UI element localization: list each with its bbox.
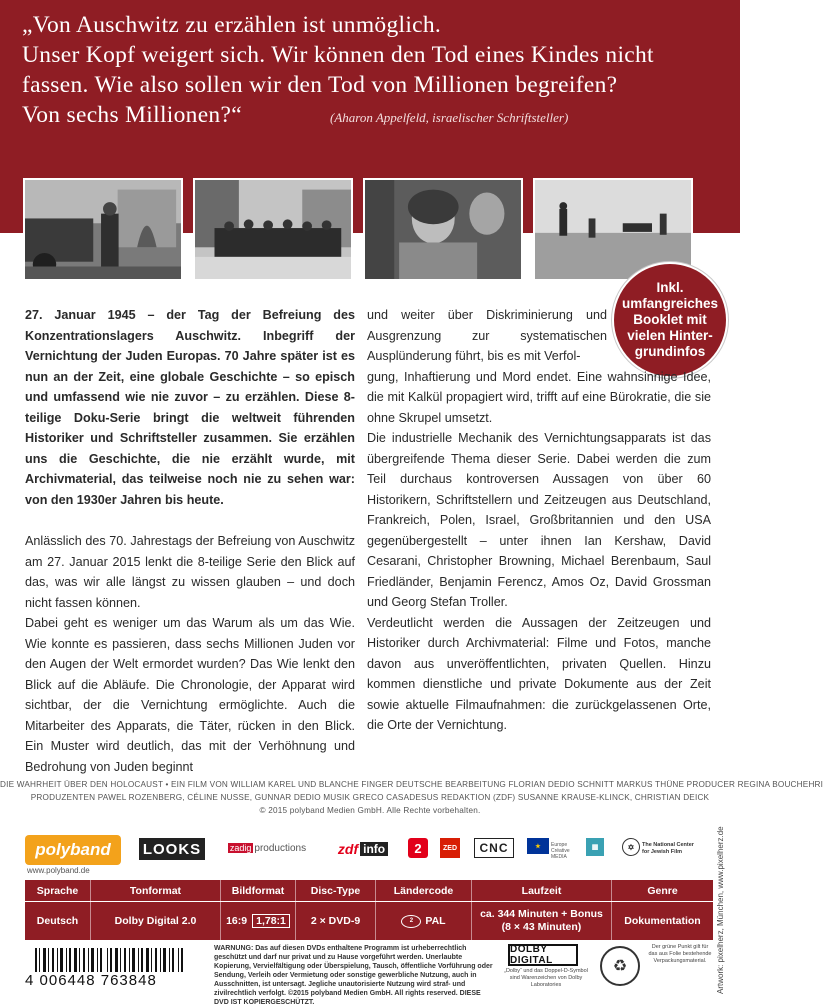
spec-header: Ländercode bbox=[376, 880, 472, 901]
photo-women bbox=[363, 178, 523, 281]
spec-header: Sprache bbox=[25, 880, 91, 901]
intro-paragraph: 27. Januar 1945 – der Tag der Befreiung des Konzentrationslagers Auschwitz. Inbegriff der Vernichtung der Juden Europas. 70 Jahre später ist es nun an der Zeit, eine globale Geschichte – so episch und umfassend wie nie zuvor – zu erzählen. Diese 8-teilige Doku-Serie bringt die weltweit führenden Historiker und Schriftsteller zusammen. Sie erzählen uns die Geschichte, die nie erzählt wurde, mit Archivmaterial, das teilweise noch nie zu sehen war: von den 1930er Jahren bis heute. bbox=[25, 308, 355, 507]
spec-language: Deutsch bbox=[25, 902, 91, 940]
booklet-line: Booklet mit bbox=[633, 312, 707, 327]
quote-line: Unser Kopf weigert sich. Wir können den Tod eines Kindes nicht bbox=[22, 42, 654, 68]
booklet-line: umfangreiches bbox=[621, 296, 719, 311]
body-paragraph: und weiter über Diskriminierung und Ausgrenzung zur systematischen Ausplünderung führt, bis es mit Verfol- bbox=[367, 308, 607, 363]
cnc-logo bbox=[474, 838, 514, 858]
spec-picture-format bbox=[221, 902, 296, 940]
quote-line: fassen. Wie also sollen wir den Tod von Millionen begreifen? bbox=[22, 72, 618, 98]
photo-crowd-street bbox=[193, 178, 353, 281]
polyband-logo-text: polyband bbox=[35, 840, 111, 859]
zed-logo-text: ZED bbox=[443, 844, 457, 852]
booklet-line: Inkl. bbox=[656, 280, 684, 295]
eu-media-label: Europe Créative MEDIA bbox=[551, 842, 570, 860]
recycling-icon: ♻ bbox=[600, 946, 640, 986]
gruener-punkt-text: Der grüne Punkt gilt für das aus Folie bestehende Verpackungsmaterial. bbox=[648, 944, 712, 964]
credits-copyright: © 2015 polyband Medien GmbH. Alle Rechte vorbehalten. bbox=[259, 806, 481, 815]
barcode-number: 4 006448 763848 bbox=[25, 972, 205, 989]
zadig-logo-mark: zadig bbox=[229, 843, 252, 853]
body-paragraph: Dabei geht es weniger um das Warum als um das Wie. Wie konnte es passieren, dass sechs Millionen Juden vor den Augen der Welt ermordet wurden? Das Wie lenkt den Blick auf die Abläufe. Die Chronologie, der Apparat wird sichtbar, der die Vernichtung ermöglichte. Auch die Mitarbeiter des Apparats, die Täter, rücken in den Blick. Ein Muster wird deutlich, das mit der Verhöhnung und Bedrohung von Juden beginnt bbox=[25, 616, 355, 774]
zed-logo bbox=[440, 838, 460, 858]
booklet-line: vielen Hinter- bbox=[627, 328, 713, 343]
ncjf-logo-icon: ✡ bbox=[622, 838, 640, 856]
dolby-digital-logo: DOLBY DIGITAL bbox=[508, 944, 578, 966]
polyband-logo bbox=[25, 835, 121, 865]
dolby-note: „Dolby“ und das Doppel-D-Symbol sind Warenzeichen von Dolby Laboratories bbox=[504, 968, 588, 988]
spec-genre: Dokumentation bbox=[624, 915, 701, 927]
film-credits bbox=[0, 778, 823, 817]
copyright-warning: WARNUNG: Das auf diesen DVDs enthaltene Programm ist urheberrechtlich geschützt und darf nur privat und zu Hause vorgeführt werden. Unerlaubte Kopierung, Vervielfältigung oder Überspielung, Tausch, öffentliche Vorführung oder Sendung, Verleih oder Vermietung oder sonstige gewerbliche Nutzung, auch in Ausschnitten, ist untersagt. Jegliche unautorisierte Nutzung wird straf- und zivilrechtlich verfolgt. ©2015 polyband Medien GmbH. All rights reserved. DIESE DVD IST KOPIERGESCHÜTZT. bbox=[214, 945, 493, 1006]
zdf-info-text: info bbox=[360, 842, 388, 856]
right-text-column bbox=[367, 305, 711, 736]
spec-region bbox=[376, 902, 472, 940]
region-disc-icon: 2 bbox=[401, 915, 421, 928]
quote-line: Von sechs Millionen?“ bbox=[22, 102, 242, 128]
credits-line: PRODUZENTEN PAWEL ROZENBERG, CÉLINE NUSSE, GUNNAR DEDIO MUSIK GRECO CASADESUS REDAKTION (ZDF) SUSANNE KRAUSE-KLINCK, CHRISTIAN DEICK bbox=[30, 793, 710, 802]
zdfinfo-logo bbox=[332, 838, 394, 860]
zadig-logo-text: productions bbox=[254, 842, 307, 854]
france2-logo bbox=[408, 838, 428, 858]
spec-runtime-line: ca. 344 Minuten + Bonus bbox=[480, 908, 603, 920]
spec-ratio: 1,78:1 bbox=[252, 914, 290, 928]
spec-header: Laufzeit bbox=[472, 880, 612, 901]
quote-author: (Aharon Appelfeld, israelischer Schriftsteller) bbox=[330, 110, 569, 125]
spec-runtime-line: (8 × 43 Minuten) bbox=[501, 921, 582, 933]
spec-runtime bbox=[472, 902, 612, 940]
booklet-line: grundinfos bbox=[634, 344, 706, 359]
body-paragraph: gung, Inhaftierung und Mord endet. Eine wahnsinnige Idee, die mit Kalkül propagiert wird, trifft auf eine Bürokratie, die sie ohne Skrupel umsetzt. bbox=[367, 369, 711, 425]
france2-logo-text: 2 bbox=[414, 840, 422, 856]
spec-table bbox=[25, 880, 713, 940]
quote-line: „Von Auschwitz zu erzählen ist unmöglich. bbox=[22, 12, 442, 38]
looks-logo bbox=[139, 838, 205, 860]
artwork-credit: Artwork: pixelherz, München, www.pixelherz.de bbox=[716, 826, 725, 994]
spec-header-row bbox=[25, 880, 713, 902]
spec-disc-type: 2 × DVD-9 bbox=[296, 902, 376, 940]
zadig-logo bbox=[222, 838, 312, 858]
spec-header: Disc-Type bbox=[296, 880, 376, 901]
spec-region-text: PAL bbox=[425, 915, 446, 927]
credits-line: DIE WAHRHEIT ÜBER DEN HOLOCAUST • EIN FILM VON WILLIAM KAREL UND BLANCHE FINGER DEUTSCHE BEARBEITUNG FLORIAN DEDIO SCHNITT MARKUS THÜNE PRODUCER REGINA BOUCHEHRI bbox=[0, 780, 823, 789]
spec-header: Bildformat bbox=[221, 880, 296, 901]
spec-header: Genre bbox=[647, 884, 678, 897]
ncjf-label: The National Center for Jewish Film bbox=[642, 842, 694, 855]
spec-value-row bbox=[25, 902, 713, 940]
spec-header: Tonformat bbox=[91, 880, 221, 901]
zdf-logo-text: zdf bbox=[337, 841, 359, 857]
partner-logo-icon: ▦ bbox=[586, 838, 604, 856]
photo-car-soldier bbox=[23, 178, 183, 281]
spec-audio-format: Dolby Digital 2.0 bbox=[91, 902, 221, 940]
body-paragraph: Anlässlich des 70. Jahrestags der Befreiung von Auschwitz am 27. Januar 2015 lenkt die 8-teilige Serie den Blick auf das, was wir alle längst zu wissen glauben – und doch nicht fassen können. bbox=[25, 534, 355, 610]
body-paragraph: Die industrielle Mechanik des Vernichtungsapparats ist das übergreifende Thema dieser Serie. Dabei werden die zum Teil durchaus kontroversen Aussagen von über 60 Historikern, Schriftstellern und Zeitzeugen aus Deutschland, Frankreich, Polen, Israel, Großbritannien und den USA gegenübergestellt – unter ihnen Ian Kershaw, David Cesarani, Christopher Browning, Michael Berenbaum, Saul Friedländer, Benjamin Ferencz, Amos Oz, David Grossman und Georg Stefan Troller. bbox=[367, 431, 711, 609]
body-paragraph: Verdeutlicht werden die Aussagen der Zeitzeugen und Historiker durch Archivmaterial: Filme und Fotos, manche davon aus unveröffentlichten, privaten Quellen. Hinzu kommen dienstliche und private Dokumente aus der Zeit sowie aktuelle Filmaufnahmen: die zurückgelassenen Orte, die Orte der Vernichtung. bbox=[367, 615, 711, 732]
eu-flag-icon: ★ bbox=[527, 838, 549, 854]
left-text-column bbox=[25, 305, 355, 777]
looks-logo-text: LOOKS bbox=[142, 840, 202, 858]
cnc-logo-text: CNC bbox=[479, 841, 509, 855]
spec-aspect: 16:9 bbox=[226, 915, 248, 927]
polyband-url: www.polyband.de bbox=[27, 866, 90, 875]
